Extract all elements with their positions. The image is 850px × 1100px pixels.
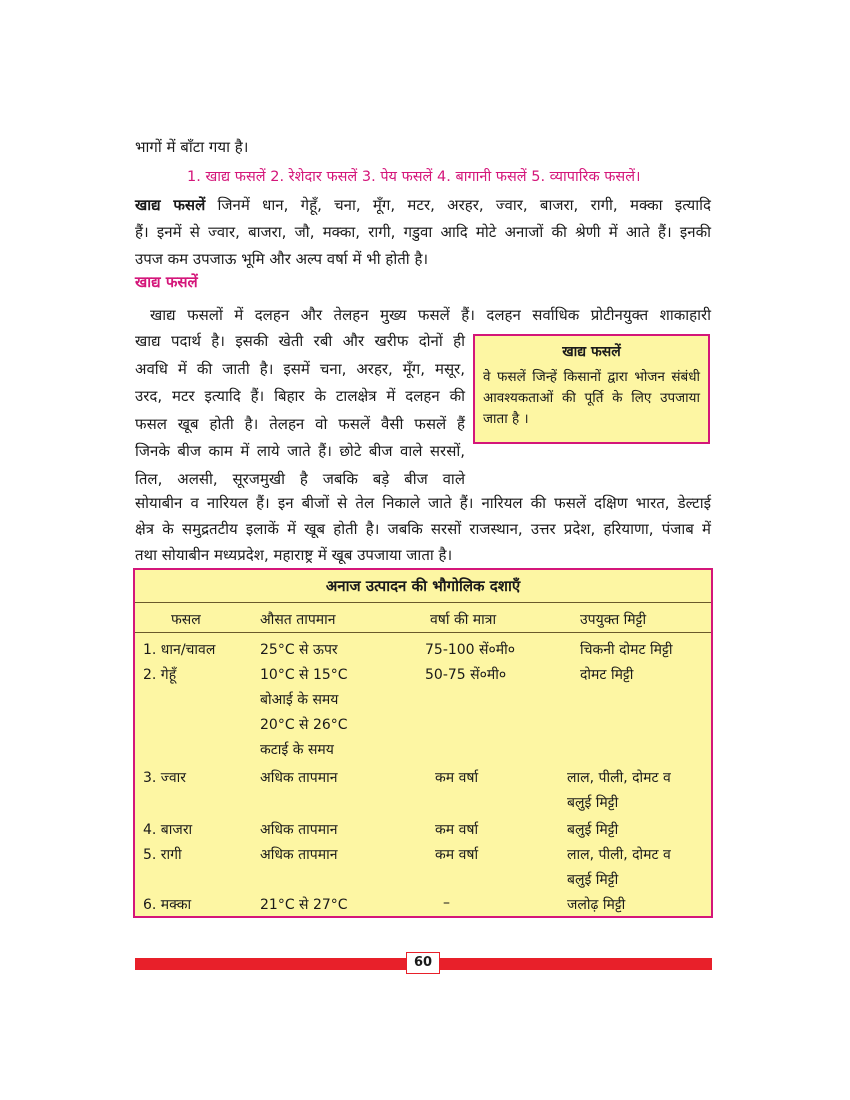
crop-category-list: 1. खाद्य फसलें 2. रेशेदार फसलें 3. पेय फसलें 4. बागानी फसलें 5. व्यापारिक फसलें। bbox=[187, 169, 641, 185]
crop-conditions-table bbox=[133, 568, 713, 918]
table-header-crop: फसल bbox=[171, 612, 201, 628]
table-cell-temp: अधिक तापमान bbox=[260, 770, 338, 786]
table-cell-rain: कम वर्षा bbox=[435, 847, 479, 863]
definition-box bbox=[473, 334, 710, 444]
table-cell-rain: 75-100 सें०मी० bbox=[425, 642, 516, 658]
section-para-full-line: सोयाबीन व नारियल हैं। इन बीजों से तेल निकाले जाते हैं। नारियल की फसलें दक्षिण भारत, डेल्टाई bbox=[135, 494, 711, 512]
column-line: तिल, अलसी, सूरजमुखी है जबकि बड़े बीज वाले bbox=[135, 469, 465, 488]
section-heading: खाद्य फसलें bbox=[135, 273, 198, 291]
food-para-line-1 bbox=[135, 195, 711, 215]
table-cell-temp: 21°C से 27°C bbox=[260, 897, 348, 913]
table-cell-rain: 50-75 सें०मी० bbox=[425, 667, 507, 683]
table-cell-rain: कम वर्षा bbox=[435, 770, 479, 786]
table-title: अनाज उत्पादन की भौगोलिक दशाएँ bbox=[325, 577, 521, 595]
column-line: उरद, मटर इत्यादि हैं। बिहार के टालक्षेत्र में दलहन की bbox=[135, 387, 465, 405]
definition-title: खाद्य फसलें bbox=[562, 344, 621, 360]
table-cell-crop: 6. मक्का bbox=[143, 897, 192, 913]
table-cell-crop: 5. रागी bbox=[143, 847, 182, 863]
table-header-rainfall: वर्षा की मात्रा bbox=[430, 612, 497, 628]
table-cell-crop: 1. धान/चावल bbox=[143, 642, 216, 658]
table-cell-soil: दोमट मिट्टी bbox=[580, 667, 634, 683]
food-para-line-1-text: जिनमें धान, गेहूँ, चना, मूँग, मटर, अरहर, ज्वार, बाजरा, रागी, मक्का इत्यादि bbox=[217, 196, 711, 214]
table-cell-crop: 3. ज्वार bbox=[143, 770, 186, 786]
table-cell-soil: चिकनी दोमट मिट्टी bbox=[580, 642, 673, 658]
section-para-full-line: क्षेत्र के समुद्रतटीय इलाकें में खूब होती है। जबकि सरसों राजस्थान, उत्तर प्रदेश, हरियाणा, पंजाब में bbox=[135, 520, 711, 538]
column-line: खाद्य पदार्थ है। इसकी खेती रबी और खरीफ दोनों ही bbox=[135, 332, 465, 350]
table-cell-temp: 10°C से 15°C bbox=[260, 667, 348, 683]
table-cell-soil: बलुई मिट्टी bbox=[567, 795, 619, 811]
table-cell-temp: अधिक तापमान bbox=[260, 822, 338, 838]
table-cell-rain: – bbox=[443, 895, 450, 911]
food-para-lead: खाद्य फसलें bbox=[135, 196, 206, 214]
intro-line: भागों में बाँटा गया है। bbox=[135, 138, 249, 156]
table-header-temperature: औसत तापमान bbox=[260, 612, 336, 628]
column-line: अवधि में की जाती है। इसमें चना, अरहर, मूँग, मसूर, bbox=[135, 359, 465, 378]
table-header-soil: उपयुक्त मिट्टी bbox=[580, 612, 647, 628]
table-title-divider bbox=[135, 602, 711, 603]
table-cell-rain: कम वर्षा bbox=[435, 822, 479, 838]
table-cell-temp: कटाई के समय bbox=[260, 742, 334, 758]
table-header-divider bbox=[135, 632, 711, 633]
column-line: जिनके बीज काम में लाये जाते हैं। छोटे बीज वाले सरसों, bbox=[135, 442, 465, 460]
table-cell-soil: बलुई मिट्टी bbox=[567, 822, 619, 838]
section-para-line-1: खाद्य फसलों में दलहन और तेलहन मुख्य फसलें हैं। दलहन सर्वाधिक प्रोटीनयुक्त शाकाहारी bbox=[150, 306, 711, 324]
table-cell-temp: 20°C से 26°C bbox=[260, 717, 348, 733]
table-cell-soil: लाल, पीली, दोमट व bbox=[567, 770, 671, 786]
table-cell-temp: 25°C से ऊपर bbox=[260, 642, 338, 658]
table-cell-crop: 2. गेहूँ bbox=[143, 667, 177, 683]
section-para-column bbox=[135, 331, 465, 496]
definition-body: वे फसलें जिन्हें किसानों द्वारा भोजन संबंधी आवश्यकताओं की पूर्ति के लिए उपजाया जाता है । bbox=[483, 369, 700, 427]
food-para-line-3: उपज कम उपजाऊ भूमि और अल्प वर्षा में भी होती है। bbox=[135, 250, 429, 268]
table-cell-crop: 4. बाजरा bbox=[143, 822, 193, 838]
table-cell-soil: लाल, पीली, दोमट व bbox=[567, 847, 671, 863]
table-cell-temp: बोआई के समय bbox=[260, 692, 339, 708]
column-line: फसल खूब होती है। तेलहन वो फसलें वैसी फसलें हैं bbox=[135, 414, 465, 433]
section-para-full-line: तथा सोयाबीन मध्यप्रदेश, महाराष्ट्र में खूब उपजाया जाता है। bbox=[135, 546, 453, 564]
table-cell-temp: अधिक तापमान bbox=[260, 847, 338, 863]
table-cell-soil: बलुई मिट्टी bbox=[567, 872, 619, 888]
page-number: 60 bbox=[406, 952, 440, 974]
table-cell-soil: जलोढ़ मिट्टी bbox=[567, 897, 626, 913]
food-para-line-2: हैं। इनमें से ज्वार, बाजरा, जौ, मक्का, रागी, गडुवा आदि मोटे अनाजों की श्रेणी में आते हैं। इनकी bbox=[135, 223, 711, 241]
